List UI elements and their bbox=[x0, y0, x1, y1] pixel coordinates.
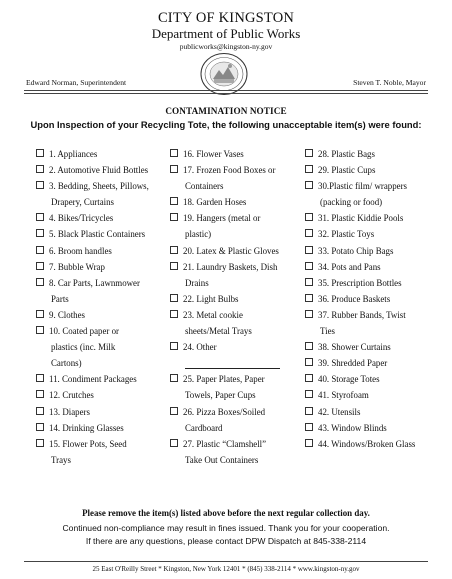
checklist-item-label: 15. Flower Pots, Seed bbox=[49, 438, 127, 449]
checkbox-icon[interactable] bbox=[305, 342, 313, 350]
checklist-item-label: 5. Black Plastic Containers bbox=[49, 229, 146, 240]
contact-info: If there are any questions, please contact DPW Dispatch at 845-338-2114 bbox=[85, 536, 367, 546]
checklist-item[interactable] bbox=[170, 194, 305, 210]
checklist-item[interactable] bbox=[170, 291, 305, 307]
checklist-item-label: 25. Paper Plates, Paper bbox=[183, 374, 265, 385]
items-column-1 bbox=[36, 146, 170, 468]
checklist-item-label: 40. Storage Totes bbox=[318, 374, 380, 385]
checklist-item[interactable] bbox=[305, 355, 440, 371]
items-column-2 bbox=[170, 146, 305, 468]
checklist-item-label: 9. Clothes bbox=[49, 309, 85, 320]
checklist-item[interactable] bbox=[36, 243, 170, 259]
checklist-item-label: 42. Utensils bbox=[318, 406, 361, 417]
checklist-item-label: 26. Pizza Boxes/Soiled bbox=[183, 406, 266, 417]
checkbox-icon[interactable] bbox=[170, 197, 178, 205]
checklist-item-label: 22. Light Bulbs bbox=[183, 293, 239, 304]
checklist-item-label: 13. Diapers bbox=[49, 406, 90, 417]
checkbox-icon[interactable] bbox=[36, 278, 44, 286]
checkbox-icon[interactable] bbox=[305, 181, 313, 189]
removal-instruction: Please remove the item(s) listed above before the next regular collection day. bbox=[82, 508, 370, 518]
checklist-item-continuation bbox=[170, 355, 305, 371]
checklist-item-label: 10. Coated paper or bbox=[49, 326, 119, 337]
checklist-item[interactable] bbox=[305, 162, 440, 178]
checklist-item-label: 41. Styrofoam bbox=[318, 390, 369, 401]
checkbox-icon[interactable] bbox=[305, 390, 313, 398]
checklist-item-label: plastic) bbox=[185, 229, 212, 240]
checklist-item-label: Take Out Containers bbox=[185, 454, 259, 465]
department-email: publicworks@kingston-ny.gov bbox=[179, 42, 273, 51]
checklist-item-continuation bbox=[170, 275, 305, 291]
checklist-item[interactable] bbox=[305, 307, 440, 323]
checklist-item[interactable] bbox=[170, 259, 305, 275]
checklist-item[interactable] bbox=[36, 387, 170, 403]
checklist-item-label: 27. Plastic “Clamshell” bbox=[183, 438, 267, 449]
checkbox-icon[interactable] bbox=[305, 149, 313, 157]
checkbox-icon[interactable] bbox=[36, 165, 44, 173]
checklist-item[interactable] bbox=[36, 404, 170, 420]
checklist-item-label: 38. Shower Curtains bbox=[318, 342, 391, 353]
checklist-item-label: 29. Plastic Cups bbox=[318, 165, 376, 176]
notice-title: CONTAMINATION NOTICE bbox=[165, 106, 287, 116]
checklist-item-label: 7. Bubble Wrap bbox=[49, 261, 105, 272]
notice-subtitle: Upon Inspection of your Recycling Tote, the following unacceptable item(s) were found: bbox=[30, 119, 422, 130]
checkbox-icon[interactable] bbox=[305, 407, 313, 415]
checkbox-icon[interactable] bbox=[305, 262, 313, 270]
other-blank-line[interactable] bbox=[185, 358, 280, 369]
checkbox-icon[interactable] bbox=[36, 326, 44, 334]
checklist-item-label: 43. Window Blinds bbox=[318, 422, 387, 433]
checklist-item[interactable] bbox=[36, 226, 170, 242]
checklist-item[interactable] bbox=[305, 420, 440, 436]
checklist-item-label: 8. Car Parts, Lawnmower bbox=[49, 277, 140, 288]
checklist-item-label: 39. Shredded Paper bbox=[318, 358, 388, 369]
checklist-item-label: 17. Frozen Food Boxes or bbox=[183, 165, 276, 176]
checklist-item[interactable] bbox=[36, 420, 170, 436]
checkbox-icon[interactable] bbox=[170, 294, 178, 302]
checklist-item-label: 14. Drinking Glasses bbox=[49, 422, 124, 433]
checklist-item-continuation bbox=[170, 452, 305, 468]
checklist-item[interactable] bbox=[36, 178, 170, 194]
checklist-item-continuation bbox=[170, 323, 305, 339]
checklist-item[interactable] bbox=[36, 275, 170, 291]
checklist-item-label: 1. Appliances bbox=[49, 149, 98, 159]
checklist-item-label: Cartons) bbox=[51, 358, 82, 369]
checkbox-icon[interactable] bbox=[305, 165, 313, 173]
checkbox-icon[interactable] bbox=[170, 439, 178, 447]
checklist-item-label: Trays bbox=[51, 454, 71, 465]
checklist-item-continuation bbox=[36, 291, 170, 307]
checkbox-icon[interactable] bbox=[305, 439, 313, 447]
checklist-item-continuation bbox=[36, 452, 170, 468]
checklist-item-label: Containers bbox=[185, 181, 224, 192]
checklist-item[interactable] bbox=[36, 323, 170, 339]
checklist-item-label: 33. Potato Chip Bags bbox=[318, 245, 394, 256]
checkbox-icon[interactable] bbox=[305, 213, 313, 221]
checkbox-icon[interactable] bbox=[305, 374, 313, 382]
checklist-item[interactable] bbox=[305, 178, 440, 194]
header-divider-secondary bbox=[24, 93, 428, 94]
checklist-item-label: plastics (inc. Milk bbox=[51, 342, 116, 353]
checklist-item-continuation bbox=[36, 355, 170, 371]
checklist-item-label: 28. Plastic Bags bbox=[318, 149, 375, 159]
checklist-item-label: 11. Condiment Packages bbox=[49, 374, 137, 385]
checklist-item[interactable] bbox=[36, 436, 170, 452]
checkbox-icon[interactable] bbox=[305, 358, 313, 366]
checkbox-icon[interactable] bbox=[170, 246, 178, 254]
checklist-item[interactable] bbox=[36, 162, 170, 178]
checkbox-icon[interactable] bbox=[36, 439, 44, 447]
checklist-item-label: Towels, Paper Cups bbox=[185, 390, 256, 401]
checkbox-icon[interactable] bbox=[170, 342, 178, 350]
checklist-item-label: 4. Bikes/Tricycles bbox=[49, 213, 114, 224]
footer-address: 25 East O'Reilly Street * Kingston, New York 12401 * (845) 338-2114 * www.kingston-ny.gov bbox=[92, 565, 360, 573]
footer-divider bbox=[24, 561, 428, 562]
checkbox-icon[interactable] bbox=[170, 213, 178, 221]
checkbox-icon[interactable] bbox=[36, 374, 44, 382]
checklist-item-label: sheets/Metal Trays bbox=[185, 326, 252, 337]
checkbox-icon[interactable] bbox=[170, 374, 178, 382]
checklist-item[interactable] bbox=[305, 291, 440, 307]
checkbox-icon[interactable] bbox=[36, 390, 44, 398]
checkbox-icon[interactable] bbox=[170, 407, 178, 415]
checklist-item-label: 36. Produce Baskets bbox=[318, 293, 391, 304]
checkbox-icon[interactable] bbox=[305, 310, 313, 318]
checklist-item-label: 31. Plastic Kiddie Pools bbox=[318, 213, 404, 224]
checklist-item-continuation bbox=[305, 323, 440, 339]
checklist-item[interactable] bbox=[170, 371, 305, 387]
checklist-item[interactable] bbox=[36, 210, 170, 226]
noncompliance-warning: Continued non-compliance may result in fines issued. Thank you for your cooperation. bbox=[62, 523, 390, 533]
checkbox-icon[interactable] bbox=[170, 310, 178, 318]
checkbox-icon[interactable] bbox=[305, 246, 313, 254]
checkbox-icon[interactable] bbox=[36, 262, 44, 270]
items-column-3 bbox=[305, 146, 440, 452]
checklist-item-label: 3. Bedding, Sheets, Pillows, bbox=[49, 181, 149, 192]
checklist-item-continuation bbox=[170, 226, 305, 242]
checkbox-icon[interactable] bbox=[36, 181, 44, 189]
checklist-item-label: 34. Pots and Pans bbox=[318, 261, 381, 272]
checklist-item-label: Cardboard bbox=[185, 422, 223, 433]
checklist-item[interactable] bbox=[305, 371, 440, 387]
checklist-item-label: 30.Plastic film/ wrappers bbox=[318, 181, 407, 192]
checklist-item[interactable] bbox=[305, 243, 440, 259]
checklist-item[interactable] bbox=[170, 339, 305, 355]
mayor-name: Steven T. Noble, Mayor bbox=[353, 78, 426, 87]
checklist-item-continuation bbox=[170, 387, 305, 403]
letterhead bbox=[0, 10, 452, 52]
checklist-item-continuation bbox=[305, 194, 440, 210]
checklist-item[interactable] bbox=[305, 339, 440, 355]
checkbox-icon[interactable] bbox=[36, 213, 44, 221]
checkbox-icon[interactable] bbox=[170, 149, 178, 157]
checklist-item[interactable] bbox=[305, 210, 440, 226]
checklist-item-label: 35. Prescription Bottles bbox=[318, 277, 402, 288]
checklist-item-continuation bbox=[36, 194, 170, 210]
department-name: Department of Public Works bbox=[151, 26, 301, 41]
checkbox-icon[interactable] bbox=[305, 278, 313, 286]
checklist-item-label: 20. Latex & Plastic Gloves bbox=[183, 245, 279, 256]
officials-row bbox=[26, 78, 426, 87]
checklist-item-label: 44. Windows/Broken Glass bbox=[318, 438, 416, 449]
checklist-item-label: Parts bbox=[51, 293, 69, 304]
checklist-item-label: Drapery, Curtains bbox=[51, 197, 115, 208]
checkbox-icon[interactable] bbox=[305, 229, 313, 237]
superintendent-name: Edward Norman, Superintendent bbox=[26, 78, 127, 87]
checklist-item[interactable] bbox=[305, 387, 440, 403]
checklist-item[interactable] bbox=[170, 146, 305, 162]
checklist-item-label: 19. Hangers (metal or bbox=[183, 213, 261, 224]
checklist-item[interactable] bbox=[170, 307, 305, 323]
checklist-item[interactable] bbox=[305, 404, 440, 420]
checkbox-icon[interactable] bbox=[36, 149, 44, 157]
checkbox-icon[interactable] bbox=[305, 423, 313, 431]
checklist-item-label: 21. Laundry Baskets, Dish bbox=[183, 261, 278, 272]
checklist-item[interactable] bbox=[305, 275, 440, 291]
checklist-item-label: 18. Garden Hoses bbox=[183, 197, 247, 208]
checklist-item-label: 24. Other bbox=[183, 342, 217, 353]
checklist-item[interactable] bbox=[36, 146, 170, 162]
checklist-item[interactable] bbox=[170, 243, 305, 259]
checklist-item-label: 6. Broom handles bbox=[49, 245, 112, 256]
checklist-item-label: 37. Rubber Bands, Twist bbox=[318, 309, 406, 320]
checklist-item-label: 2. Automotive Fluid Bottles bbox=[49, 165, 149, 176]
checklist-item-label: 12. Crutches bbox=[49, 390, 94, 401]
checkbox-icon[interactable] bbox=[305, 294, 313, 302]
checklist-item[interactable] bbox=[36, 307, 170, 323]
checklist-item[interactable] bbox=[170, 162, 305, 178]
checklist-item-label: Drains bbox=[185, 277, 209, 288]
checklist-item-continuation bbox=[36, 339, 170, 355]
checklist-item-label: 16. Flower Vases bbox=[183, 149, 244, 159]
checkbox-icon[interactable] bbox=[36, 229, 44, 237]
checklist-item-label: 23. Metal cookie bbox=[183, 309, 243, 320]
checklist-item[interactable] bbox=[305, 259, 440, 275]
checklist-item[interactable] bbox=[36, 371, 170, 387]
city-name: CITY OF KINGSTON bbox=[157, 10, 295, 26]
header-divider bbox=[24, 90, 428, 91]
checklist-item[interactable] bbox=[36, 259, 170, 275]
checklist-item[interactable] bbox=[170, 210, 305, 226]
checklist-item[interactable] bbox=[305, 436, 440, 452]
checklist-item[interactable] bbox=[170, 404, 305, 420]
checklist-item[interactable] bbox=[170, 436, 305, 452]
checkbox-icon[interactable] bbox=[36, 407, 44, 415]
checklist-item-continuation bbox=[170, 178, 305, 194]
checklist-item-label: (packing or food) bbox=[320, 197, 383, 208]
checklist-item-label: Ties bbox=[320, 326, 335, 337]
checkbox-icon[interactable] bbox=[170, 165, 178, 173]
checklist-item[interactable] bbox=[305, 226, 440, 242]
checklist-item[interactable] bbox=[305, 146, 440, 162]
checklist-item-continuation bbox=[170, 420, 305, 436]
checkbox-icon[interactable] bbox=[36, 423, 44, 431]
checkbox-icon[interactable] bbox=[170, 262, 178, 270]
checklist-item-label: 32. Plastic Toys bbox=[318, 229, 375, 240]
checkbox-icon[interactable] bbox=[36, 246, 44, 254]
checkbox-icon[interactable] bbox=[36, 310, 44, 318]
